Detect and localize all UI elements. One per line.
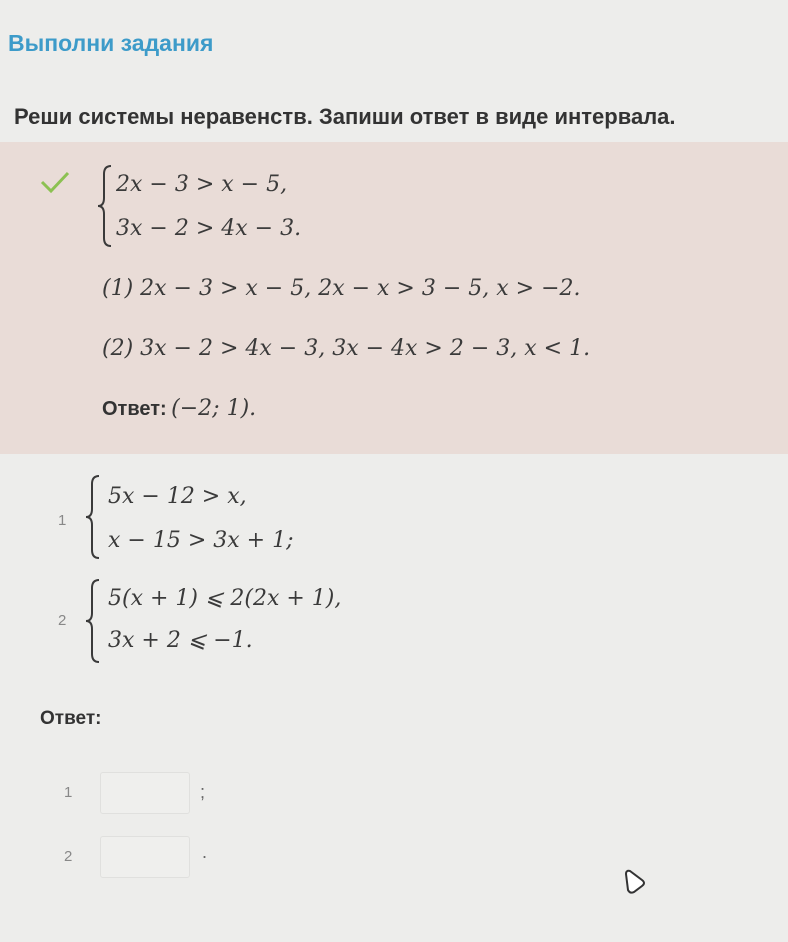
brace-icon bbox=[84, 474, 102, 560]
example-system-line-1: 2x − 3 > x − 5, bbox=[116, 172, 288, 197]
example-answer-label: Ответ: bbox=[102, 398, 167, 420]
answer-1-separator: ; bbox=[200, 782, 206, 802]
task-instruction: Реши системы неравенств. Запиши ответ в виде интервала. bbox=[14, 104, 676, 129]
task-2-number: 2 bbox=[58, 612, 67, 629]
answer-row-2-number: 2 bbox=[64, 848, 73, 865]
example-answer-value: (−2; 1). bbox=[171, 396, 257, 421]
task-1-line-2: x − 15 > 3x + 1; bbox=[108, 528, 294, 553]
brace-icon bbox=[96, 164, 114, 248]
answer-heading: Ответ: bbox=[40, 708, 102, 729]
example-system-line-2: 3x − 2 > 4x − 3. bbox=[116, 216, 302, 241]
brace-icon bbox=[84, 578, 102, 664]
example-answer bbox=[102, 396, 256, 421]
check-icon bbox=[40, 170, 70, 194]
answer-2-left-input[interactable] bbox=[100, 836, 190, 878]
answer-row-1-number: 1 bbox=[64, 784, 73, 801]
answer-2-separator: . bbox=[202, 842, 208, 862]
example-step-1: (1) 2x − 3 > x − 5, 2x − x > 3 − 5, x > −2. bbox=[102, 276, 581, 301]
task-2-line-2: 3x + 2 ⩽ −1. bbox=[108, 628, 253, 653]
answer-1-left-input[interactable] bbox=[100, 772, 190, 814]
task-1-line-1: 5x − 12 > x, bbox=[108, 484, 247, 509]
task-2-line-1: 5(x + 1) ⩽ 2(2x + 1), bbox=[108, 586, 342, 611]
example-step-2: (2) 3x − 2 > 4x − 3, 3x − 4x > 2 − 3, x < 1. bbox=[102, 336, 591, 361]
section-title: Выполни задания bbox=[8, 30, 214, 56]
cursor-icon bbox=[622, 866, 648, 896]
task-1-number: 1 bbox=[58, 512, 67, 529]
